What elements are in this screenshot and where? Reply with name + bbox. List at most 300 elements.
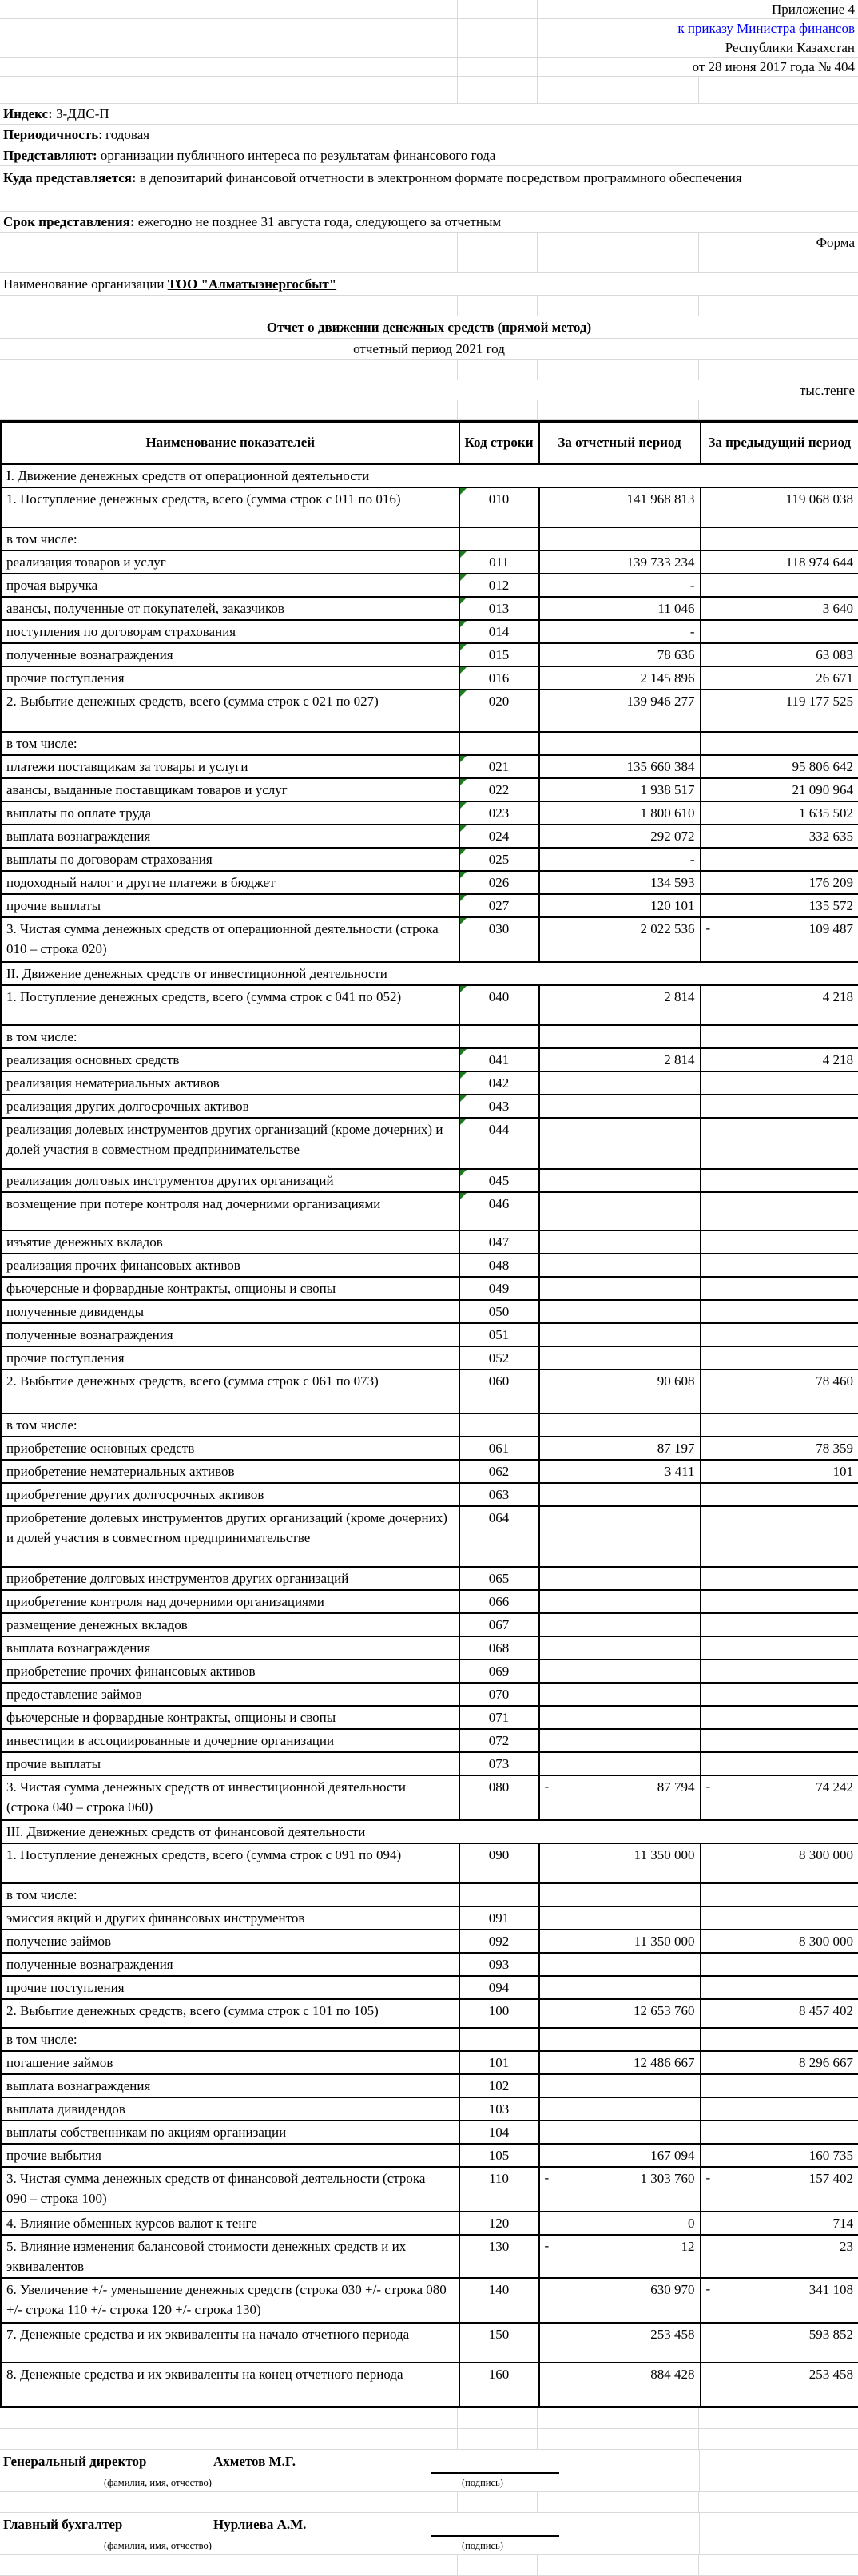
cell-value: 26 671 bbox=[816, 670, 853, 686]
country-note: Республики Казахстан bbox=[538, 38, 858, 57]
line-code-value: 102 bbox=[489, 2078, 510, 2093]
row-label: фьючерсные и форвардные контракты, опционы и свопы bbox=[2, 1277, 459, 1300]
row-value-current bbox=[539, 690, 701, 732]
line-code-value: 049 bbox=[489, 1281, 510, 1296]
row-value-current bbox=[539, 1346, 701, 1369]
units-row bbox=[0, 380, 858, 400]
grid-cell bbox=[699, 360, 858, 380]
row-label: платежи поставщикам за товары и услуги bbox=[2, 755, 459, 778]
row-line-code bbox=[459, 643, 539, 666]
row-value-previous bbox=[701, 1095, 858, 1118]
error-indicator-icon bbox=[460, 1049, 467, 1055]
row-value-previous bbox=[701, 1025, 858, 1048]
line-code-value: 080 bbox=[489, 1779, 510, 1795]
row-value-current bbox=[539, 1413, 701, 1437]
line-code-value: 040 bbox=[489, 989, 510, 1004]
row-value-current bbox=[539, 1843, 701, 1883]
row-value-previous bbox=[701, 1752, 858, 1775]
row-value-current bbox=[539, 2278, 701, 2323]
row-value-current bbox=[539, 1729, 701, 1752]
row-line-code bbox=[459, 2121, 539, 2144]
row-value-current bbox=[539, 917, 701, 962]
line-code-value: 042 bbox=[489, 1075, 510, 1091]
table-row bbox=[2, 1025, 858, 1048]
table-row bbox=[2, 1660, 858, 1683]
row-value-current bbox=[539, 1277, 701, 1300]
row-value-current bbox=[539, 894, 701, 917]
row-value-previous bbox=[701, 1683, 858, 1706]
row-line-code bbox=[459, 917, 539, 962]
row-line-code bbox=[459, 1230, 539, 1254]
table-row bbox=[2, 527, 858, 551]
line-code-value: 070 bbox=[489, 1687, 510, 1702]
cell-value: - bbox=[690, 852, 695, 867]
table-row bbox=[2, 755, 858, 778]
cell-value: 11 350 000 bbox=[634, 1934, 695, 1949]
table-row bbox=[2, 1048, 858, 1071]
row-label: 1. Поступление денежных средств, всего (сумма строк с 011 по 016) bbox=[2, 487, 459, 527]
row-value-previous bbox=[701, 1192, 858, 1230]
table-row bbox=[2, 1369, 858, 1413]
row-label: прочие поступления bbox=[2, 1976, 459, 1999]
cell-value: 2 145 896 bbox=[641, 670, 695, 686]
row-value-current bbox=[539, 1567, 701, 1590]
accountant-name: Нурлиева А.М. bbox=[213, 2517, 306, 2533]
row-value-current bbox=[539, 1071, 701, 1095]
meta-row-deadline bbox=[0, 212, 858, 233]
spreadsheet-row bbox=[0, 252, 858, 273]
cell-value: 21 090 964 bbox=[792, 782, 854, 797]
row-label: возмещение при потере контроля над дочерними организациями bbox=[2, 1192, 459, 1230]
cell-value: 87 197 bbox=[657, 1441, 695, 1456]
row-value-previous bbox=[701, 1567, 858, 1590]
row-line-code bbox=[459, 2097, 539, 2121]
grid-cell bbox=[458, 38, 538, 57]
table-row bbox=[2, 1613, 858, 1636]
row-label: 1. Поступление денежных средств, всего (сумма строк с 041 по 052) bbox=[2, 985, 459, 1025]
line-code-value: 130 bbox=[489, 2239, 510, 2254]
row-value-previous bbox=[701, 1843, 858, 1883]
row-value-previous bbox=[701, 848, 858, 871]
row-line-code bbox=[459, 1660, 539, 1683]
grid-cell bbox=[458, 2555, 538, 2575]
negative-sign: - bbox=[545, 1776, 550, 1796]
cell-value: 11 046 bbox=[657, 601, 694, 616]
line-code-value: 013 bbox=[489, 601, 510, 616]
grid-cell bbox=[0, 2429, 458, 2449]
row-line-code bbox=[459, 666, 539, 690]
table-row bbox=[2, 1883, 858, 1906]
director-name: Ахметов М.Г. bbox=[213, 2454, 296, 2470]
line-code-value: 060 bbox=[489, 1373, 510, 1389]
row-value-previous bbox=[701, 1169, 858, 1192]
row-line-code bbox=[459, 985, 539, 1025]
row-line-code bbox=[459, 2167, 539, 2212]
table-row bbox=[2, 597, 858, 620]
grid-cell bbox=[699, 2408, 858, 2428]
cell-value: 23 bbox=[840, 2239, 853, 2254]
line-code-value: 043 bbox=[489, 1099, 510, 1114]
row-line-code bbox=[459, 1095, 539, 1118]
negative-sign: - bbox=[706, 1776, 711, 1796]
line-code-value: 061 bbox=[489, 1441, 510, 1456]
table-row bbox=[2, 2121, 858, 2144]
row-line-code bbox=[459, 1953, 539, 1976]
row-value-current bbox=[539, 2212, 701, 2235]
row-value-current bbox=[539, 1437, 701, 1460]
row-value-previous bbox=[701, 2167, 858, 2212]
row-label: выплаты по оплате труда bbox=[2, 801, 459, 825]
row-value-previous bbox=[701, 1118, 858, 1169]
organization-name: ТОО "Алматыэнергосбыт" bbox=[168, 276, 336, 292]
row-label: приобретение контроля над дочерними организациями bbox=[2, 1590, 459, 1613]
line-code-value: 023 bbox=[489, 805, 510, 821]
row-label: реализация долговых инструментов других организаций bbox=[2, 1169, 459, 1192]
row-line-code bbox=[459, 690, 539, 732]
grid-cell bbox=[458, 252, 538, 272]
line-code-value: 062 bbox=[489, 1464, 510, 1479]
row-value-previous bbox=[701, 894, 858, 917]
table-row bbox=[2, 690, 858, 732]
error-indicator-icon bbox=[460, 551, 467, 558]
meta-row-periodicity bbox=[0, 125, 858, 145]
grid-cell bbox=[538, 2429, 699, 2449]
row-value-current bbox=[539, 1095, 701, 1118]
report-period-row bbox=[0, 339, 858, 360]
table-row bbox=[2, 894, 858, 917]
table-row bbox=[2, 1636, 858, 1660]
row-value-current bbox=[539, 1590, 701, 1613]
row-value-current bbox=[539, 1254, 701, 1277]
row-value-previous bbox=[701, 1976, 858, 1999]
grid-cell bbox=[538, 360, 699, 380]
accountant-title: Главный бухгалтер bbox=[3, 2517, 122, 2533]
line-code-value: 014 bbox=[489, 624, 510, 639]
grid-cell bbox=[458, 233, 538, 252]
table-row bbox=[2, 1230, 858, 1254]
grid-cell bbox=[538, 77, 699, 103]
error-indicator-icon bbox=[460, 488, 467, 495]
line-code-value: 047 bbox=[489, 1234, 510, 1250]
cell-value: 12 bbox=[681, 2239, 695, 2254]
line-code-value: 025 bbox=[489, 852, 510, 867]
row-line-code bbox=[459, 1323, 539, 1346]
table-row bbox=[2, 778, 858, 801]
line-code-value: 044 bbox=[489, 1122, 510, 1137]
row-value-current bbox=[539, 1930, 701, 1953]
row-label: реализация нематериальных активов bbox=[2, 1071, 459, 1095]
row-line-code bbox=[459, 620, 539, 643]
table-row bbox=[2, 1483, 858, 1506]
grid-cell bbox=[0, 2408, 458, 2428]
row-value-current bbox=[539, 1775, 701, 1820]
table-row bbox=[2, 1506, 858, 1567]
row-label: в том числе: bbox=[2, 1025, 459, 1048]
row-value-previous bbox=[701, 2235, 858, 2278]
row-line-code bbox=[459, 1636, 539, 1660]
grid-cell bbox=[458, 0, 538, 18]
row-line-code bbox=[459, 778, 539, 801]
director-title: Генеральный директор bbox=[3, 2454, 146, 2470]
row-label: приобретение прочих финансовых активов bbox=[2, 1660, 459, 1683]
form-row bbox=[0, 233, 858, 252]
table-row bbox=[2, 1953, 858, 1976]
row-line-code bbox=[459, 1883, 539, 1906]
row-line-code bbox=[459, 2323, 539, 2363]
row-line-code bbox=[459, 1752, 539, 1775]
row-value-previous bbox=[701, 2144, 858, 2167]
line-code-value: 110 bbox=[489, 2171, 509, 2186]
cell-value: 630 970 bbox=[650, 2282, 694, 2297]
spreadsheet-row bbox=[0, 19, 858, 38]
section-row bbox=[2, 464, 858, 487]
report-period: отчетный период 2021 год bbox=[0, 339, 858, 359]
row-label: прочие выплаты bbox=[2, 1752, 459, 1775]
row-value-previous bbox=[701, 985, 858, 1025]
row-value-previous bbox=[701, 1590, 858, 1613]
row-line-code bbox=[459, 1590, 539, 1613]
row-value-current bbox=[539, 487, 701, 527]
row-value-previous bbox=[701, 2097, 858, 2121]
row-value-current bbox=[539, 2074, 701, 2097]
row-label: эмиссия акций и других финансовых инструментов bbox=[2, 1906, 459, 1930]
grid-cell bbox=[538, 400, 699, 419]
table-row bbox=[2, 2363, 858, 2407]
row-line-code bbox=[459, 2278, 539, 2323]
line-code-value: 026 bbox=[489, 875, 510, 890]
row-line-code bbox=[459, 1025, 539, 1048]
table-row bbox=[2, 2028, 858, 2051]
negative-sign: - bbox=[706, 2279, 711, 2299]
spreadsheet-row bbox=[0, 2555, 858, 2576]
cell-value: 1 800 610 bbox=[641, 805, 695, 821]
negative-sign: - bbox=[706, 2168, 711, 2188]
row-value-previous bbox=[701, 1999, 858, 2028]
row-line-code bbox=[459, 732, 539, 755]
line-code-value: 041 bbox=[489, 1052, 510, 1067]
submitters-value: организации публичного интереса по результатам финансового года bbox=[97, 148, 496, 163]
row-value-current bbox=[539, 2097, 701, 2121]
table-row bbox=[2, 1118, 858, 1169]
col-header-indicators: Наименование показателей bbox=[2, 422, 459, 464]
cell-value: 160 735 bbox=[809, 2148, 853, 2163]
cell-value: 1 303 760 bbox=[641, 2171, 695, 2186]
line-code-value: 052 bbox=[489, 1350, 510, 1366]
row-value-current bbox=[539, 1230, 701, 1254]
fio-caption: (фамилия, имя, отчество) bbox=[104, 2540, 212, 2552]
line-code-value: 072 bbox=[489, 1733, 510, 1748]
order-date-note: от 28 июня 2017 года № 404 bbox=[538, 58, 858, 76]
grid-cell bbox=[538, 296, 699, 316]
table-row bbox=[2, 917, 858, 962]
line-code-value: 066 bbox=[489, 1594, 510, 1609]
row-value-current bbox=[539, 1192, 701, 1230]
grid-cell bbox=[458, 360, 538, 380]
spreadsheet-row bbox=[0, 400, 858, 420]
cell-value: 157 402 bbox=[809, 2171, 853, 2186]
submitters-label: Представляют: bbox=[3, 148, 97, 163]
cell-value: 12 653 760 bbox=[634, 2003, 695, 2018]
section-header: I. Движение денежных средств от операционной деятельности bbox=[2, 464, 858, 487]
row-value-previous bbox=[701, 755, 858, 778]
row-value-current bbox=[539, 755, 701, 778]
table-row bbox=[2, 2051, 858, 2074]
form-label: Форма bbox=[699, 233, 858, 252]
row-line-code bbox=[459, 1930, 539, 1953]
row-value-current bbox=[539, 2028, 701, 2051]
row-line-code bbox=[459, 1169, 539, 1192]
error-indicator-icon bbox=[460, 1095, 467, 1102]
col-header-line-code: Код строки bbox=[459, 422, 539, 464]
line-code-value: 065 bbox=[489, 1571, 510, 1586]
line-code-value: 160 bbox=[489, 2367, 510, 2382]
table-row bbox=[2, 1843, 858, 1883]
line-code-value: 012 bbox=[489, 578, 510, 593]
row-value-previous bbox=[701, 1323, 858, 1346]
error-indicator-icon bbox=[460, 918, 467, 924]
section-header: II. Движение денежных средств от инвестиционной деятельности bbox=[2, 962, 858, 985]
row-label: 3. Чистая сумма денежных средств от финансовой деятельности (строка 090 – строка 100) bbox=[2, 2167, 459, 2212]
grid-cell bbox=[458, 2429, 538, 2449]
row-line-code bbox=[459, 1118, 539, 1169]
row-value-previous bbox=[701, 778, 858, 801]
grid-cell bbox=[699, 296, 858, 316]
error-indicator-icon bbox=[460, 986, 467, 992]
cell-value: 2 814 bbox=[664, 1052, 694, 1067]
grid-cell bbox=[0, 38, 458, 57]
cell-value: 332 635 bbox=[809, 829, 853, 844]
table-row bbox=[2, 732, 858, 755]
order-link-cell bbox=[538, 19, 858, 38]
row-label: 2. Выбытие денежных средств, всего (сумма строк с 101 по 105) bbox=[2, 1999, 459, 2028]
cell-value: 593 852 bbox=[809, 2327, 853, 2342]
line-code-value: 063 bbox=[489, 1487, 510, 1502]
meta-row-submitters bbox=[0, 145, 858, 166]
row-line-code bbox=[459, 551, 539, 574]
grid-cell bbox=[538, 2408, 699, 2428]
destination-label: Куда представляется: bbox=[3, 170, 137, 185]
row-line-code bbox=[459, 597, 539, 620]
appendix-note: Приложение 4 bbox=[538, 0, 858, 18]
row-value-previous bbox=[701, 1346, 858, 1369]
signature-caption: (подпись) bbox=[462, 2540, 503, 2552]
row-label: авансы, выданные поставщикам товаров и услуг bbox=[2, 778, 459, 801]
row-value-current bbox=[539, 732, 701, 755]
section-row bbox=[2, 962, 858, 985]
error-indicator-icon bbox=[460, 644, 467, 650]
row-value-previous bbox=[701, 1254, 858, 1277]
row-label: 3. Чистая сумма денежных средств от операционной деятельности (строка 010 – строка 020) bbox=[2, 917, 459, 962]
error-indicator-icon bbox=[460, 849, 467, 855]
error-indicator-icon bbox=[460, 690, 467, 697]
row-value-current bbox=[539, 1660, 701, 1683]
row-label: выплата вознаграждения bbox=[2, 825, 459, 848]
line-code-value: 046 bbox=[489, 1196, 510, 1211]
table-row bbox=[2, 1277, 858, 1300]
table-row bbox=[2, 2144, 858, 2167]
spreadsheet-row bbox=[0, 360, 858, 380]
cell-value: 101 bbox=[833, 1464, 854, 1479]
row-label: полученные вознаграждения bbox=[2, 643, 459, 666]
line-code-value: 045 bbox=[489, 1173, 510, 1188]
row-value-current bbox=[539, 2323, 701, 2363]
cell-value: 119 177 525 bbox=[786, 694, 853, 709]
cell-value: - bbox=[690, 624, 695, 639]
row-value-current bbox=[539, 2121, 701, 2144]
row-label: 2. Выбытие денежных средств, всего (сумма строк с 021 по 027) bbox=[2, 690, 459, 732]
table-row bbox=[2, 871, 858, 894]
row-label: поступления по договорам страхования bbox=[2, 620, 459, 643]
cell-value: 95 806 642 bbox=[792, 759, 854, 774]
line-code-value: 022 bbox=[489, 782, 510, 797]
table-row bbox=[2, 1323, 858, 1346]
cell-value: 120 101 bbox=[650, 898, 694, 913]
cell-value: 714 bbox=[833, 2216, 854, 2231]
order-link[interactable]: к приказу Министра финансов bbox=[677, 21, 855, 36]
row-value-current bbox=[539, 778, 701, 801]
row-line-code bbox=[459, 894, 539, 917]
row-value-current bbox=[539, 825, 701, 848]
table-row bbox=[2, 1071, 858, 1095]
line-code-value: 068 bbox=[489, 1640, 510, 1656]
row-value-current bbox=[539, 1752, 701, 1775]
row-line-code bbox=[459, 1976, 539, 1999]
row-line-code bbox=[459, 871, 539, 894]
cell-value: 63 083 bbox=[816, 647, 853, 662]
row-value-current bbox=[539, 1506, 701, 1567]
row-value-previous bbox=[701, 871, 858, 894]
row-label: 3. Чистая сумма денежных средств от инвестиционной деятельности (строка 040 – строка 060) bbox=[2, 1775, 459, 1820]
row-value-current bbox=[539, 1460, 701, 1483]
destination-value: в депозитарий финансовой отчетности в электронном формате посредством программного обеспечения bbox=[137, 170, 742, 185]
row-label: инвестиции в ассоциированные и дочерние организации bbox=[2, 1729, 459, 1752]
row-line-code bbox=[459, 1413, 539, 1437]
row-label: 6. Увеличение +/- уменьшение денежных средств (строка 030 +/- строка 080 +/- строка 110 +/- строка 120 +/- строка 130) bbox=[2, 2278, 459, 2323]
cell-value: 4 218 bbox=[823, 1052, 853, 1067]
row-label: 8. Денежные средства и их эквиваленты на конец отчетного периода bbox=[2, 2363, 459, 2407]
table-row bbox=[2, 1683, 858, 1706]
row-line-code bbox=[459, 1369, 539, 1413]
meta-row-index bbox=[0, 104, 858, 125]
table-row bbox=[2, 1775, 858, 1820]
table-row bbox=[2, 1413, 858, 1437]
cell-value: 139 946 277 bbox=[627, 694, 695, 709]
line-code-value: 020 bbox=[489, 694, 510, 709]
row-line-code bbox=[459, 2212, 539, 2235]
row-value-current bbox=[539, 1976, 701, 1999]
line-code-value: 073 bbox=[489, 1756, 510, 1771]
row-label: реализация прочих финансовых активов bbox=[2, 1254, 459, 1277]
row-label: реализация долевых инструментов других организаций (кроме дочерних) и долей участия в совместном предпринимательстве bbox=[2, 1118, 459, 1169]
grid-cell bbox=[458, 400, 538, 419]
row-line-code bbox=[459, 1506, 539, 1567]
row-value-current bbox=[539, 1300, 701, 1323]
row-label: в том числе: bbox=[2, 1883, 459, 1906]
line-code-value: 103 bbox=[489, 2101, 510, 2117]
error-indicator-icon bbox=[460, 825, 467, 832]
table-row bbox=[2, 1906, 858, 1930]
table-row bbox=[2, 1976, 858, 1999]
row-line-code bbox=[459, 848, 539, 871]
row-line-code bbox=[459, 574, 539, 597]
periodicity-label: Периодичность bbox=[3, 127, 98, 142]
line-code-value: 010 bbox=[489, 491, 510, 507]
row-label: выплаты по договорам страхования bbox=[2, 848, 459, 871]
table-row bbox=[2, 985, 858, 1025]
line-code-value: 064 bbox=[489, 1510, 510, 1525]
row-line-code bbox=[459, 1254, 539, 1277]
table-row bbox=[2, 2323, 858, 2363]
